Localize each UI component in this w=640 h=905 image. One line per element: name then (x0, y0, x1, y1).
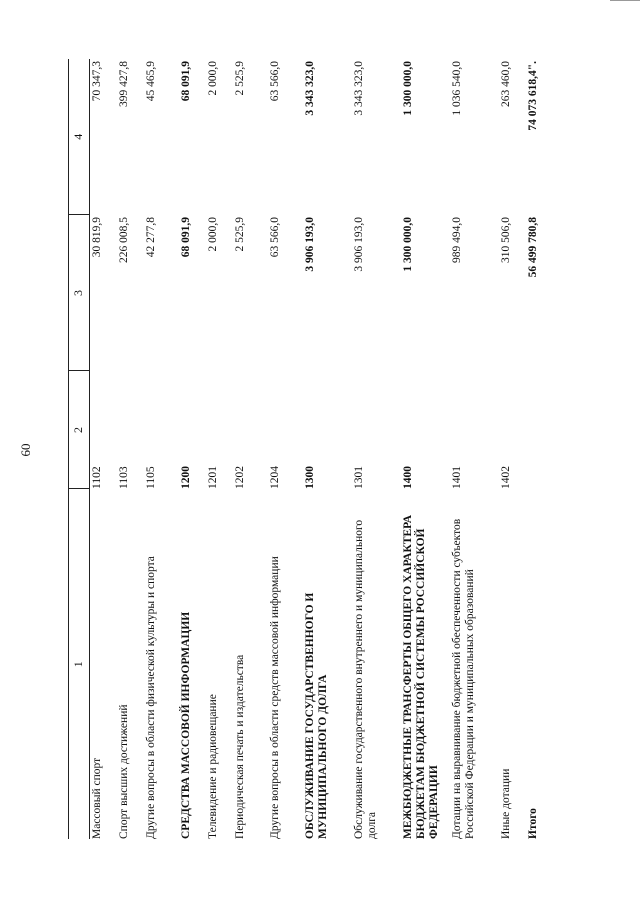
table-row (117, 59, 144, 839)
table-row (352, 59, 401, 839)
table-row (144, 59, 179, 839)
table-row (450, 59, 499, 839)
row-value-col4: 68 091,9 (180, 61, 192, 102)
row-value-col3: 30 819,9 (91, 217, 103, 258)
table-row (90, 59, 118, 839)
row-name: Дотации на выравнивание бюджетной обеспеченности субъектов Российской Федерации и муниципальных образований (451, 518, 477, 839)
row-value-col4: 399 427,8 (118, 61, 130, 107)
row-value-col4: 1 300 000,0 (402, 61, 414, 116)
total-label: Итого (527, 808, 539, 839)
table-row (206, 59, 233, 839)
row-value-col4: 1 036 540,0 (451, 61, 463, 116)
header-col-2: 2 (69, 371, 90, 489)
row-value-col3: 310 506,0 (500, 217, 512, 263)
row-name: ОБСЛУЖИВАНИЕ ГОСУДАРСТВЕННОГО И МУНИЦИПАЛЬНОГО ДОЛГА (304, 592, 330, 839)
row-name: МЕЖБЮДЖЕТНЫЕ ТРАНСФЕРТЫ ОБЩЕГО ХАРАКТЕРА БЮДЖЕТАМ БЮДЖЕТНОЙ СИСТЕМЫ РОССИЙСКОЙ ФЕДЕРАЦИИ (402, 514, 441, 839)
row-value-col3: 3 906 193,0 (304, 217, 316, 272)
header-col-1: 1 (69, 489, 90, 839)
row-code: 1300 (304, 466, 316, 489)
row-value-col3: 989 494,0 (451, 217, 463, 263)
row-code: 1201 (207, 466, 219, 489)
row-name: Другие вопросы в области физической культуры и спорта (145, 556, 157, 839)
row-value-col3: 2 525,9 (234, 217, 246, 252)
row-code: 1202 (234, 466, 246, 489)
total-value-col4: 74 073 618,4". (527, 61, 539, 131)
row-value-col3: 1 300 000,0 (402, 217, 414, 272)
row-value-col4: 3 343 323,0 (304, 61, 316, 116)
row-value-col4: 263 460,0 (500, 61, 512, 107)
row-value-col4: 63 566,0 (269, 61, 281, 102)
table-row (303, 59, 352, 839)
row-value-col4: 45 465,9 (145, 61, 157, 102)
row-value-col4: 2 525,9 (234, 61, 246, 96)
row-name: Телевидение и радиовещание (207, 694, 219, 839)
row-code: 1200 (180, 466, 192, 489)
row-value-col3: 3 906 193,0 (353, 217, 365, 272)
row-code (526, 371, 553, 489)
row-code: 1105 (145, 466, 157, 489)
header-col-4: 4 (69, 59, 90, 215)
total-value-col3: 56 499 780,8 (527, 217, 539, 278)
table-row-total (526, 59, 553, 839)
row-value-col4: 70 347,3 (91, 61, 103, 102)
row-code: 1102 (91, 466, 103, 489)
row-code: 1103 (118, 466, 130, 489)
table-row (401, 59, 450, 839)
row-value-col4: 3 343 323,0 (353, 61, 365, 116)
row-name: Массовый спорт (91, 757, 103, 839)
row-name: Обслуживание государственного внутреннего и муниципального долга (353, 519, 379, 839)
table-row (268, 59, 303, 839)
table-row (499, 59, 526, 839)
row-value-col3: 68 091,9 (180, 217, 192, 258)
row-name: Другие вопросы в области средств массовой информации (269, 556, 281, 839)
row-code: 1301 (353, 466, 365, 489)
row-name: Иные дотации (500, 768, 512, 839)
row-code: 1204 (269, 466, 281, 489)
row-name: Периодическая печать и издательства (234, 654, 246, 839)
row-code: 1400 (402, 466, 414, 489)
row-value-col3: 42 277,8 (145, 217, 157, 258)
header-col-3: 3 (69, 215, 90, 371)
row-value-col3: 2 000,0 (207, 217, 219, 252)
row-code: 1401 (451, 466, 463, 489)
row-name: СРЕДСТВА МАССОВОЙ ИНФОРМАЦИИ (180, 611, 192, 839)
row-value-col3: 63 566,0 (269, 217, 281, 258)
table-row (179, 59, 206, 839)
table-header-row (69, 59, 90, 839)
row-name: Спорт высших достижений (118, 704, 130, 839)
row-value-col4: 2 000,0 (207, 61, 219, 96)
page-number: 60 (18, 443, 33, 457)
row-value-col3: 226 008,5 (118, 217, 130, 263)
row-code: 1402 (500, 466, 512, 489)
budget-table (68, 59, 553, 839)
table-row (233, 59, 268, 839)
